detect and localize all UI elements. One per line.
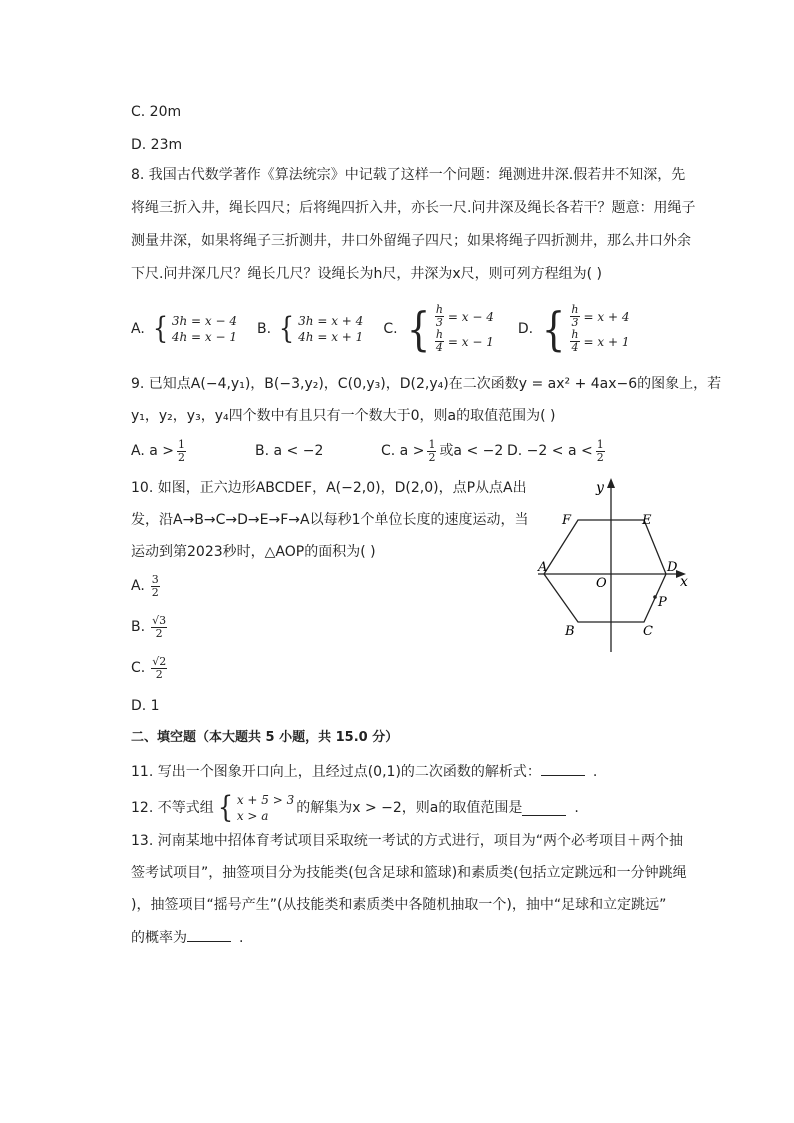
label-o: O xyxy=(596,576,607,591)
question-11: 11. 写出一个图象开口向上，且经过点(0,1)的二次函数的解析式： . xyxy=(131,761,597,782)
q9-option-b: B. a < −2 xyxy=(255,443,324,459)
q9-option-c: C. a > $\frac{1}{2}$ 或a < −2 xyxy=(381,437,504,464)
label-x: x xyxy=(680,574,688,590)
q13-line-3: )，抽签项目“摇号产生”(从技能类和素质类中各随机抽取一个)，抽中“足球和立定跳远” xyxy=(131,897,667,913)
q10-option-c: C. $\frac{√2}{2}$ xyxy=(131,654,167,681)
q8-option-d: D. { $\frac{h}{3}$ = x + 4 $\frac{h}{4}$ = x + 1 xyxy=(517,302,630,356)
q9-option-a: A. a > $\frac{1}{2}$ xyxy=(131,437,185,464)
hexagon-figure xyxy=(530,476,700,656)
q9-line-2: y₁，y₂，y₃，y₄四个数中有且只有一个数大于0，则a的取值范围为( ) xyxy=(131,408,556,424)
label-y: y xyxy=(596,480,604,496)
q8-line-2: 将绳三折入井，绳长四尺；后将绳四折入井，亦长一尺.问井深及绳长各若干？题意：用绳子 xyxy=(131,200,696,216)
q8-line-1: 8. 我国古代数学著作《算法统宗》中记载了这样一个问题：绳测进井深.假若井不知深，先 xyxy=(131,167,686,183)
q7-option-d: D. 23m xyxy=(131,137,183,153)
q11-answer-blank[interactable] xyxy=(541,761,585,776)
q13-line-1: 13. 河南某地中招体育考试项目采取统一考试的方式进行，项目为“两个必考项目＋两个抽 xyxy=(131,833,683,849)
label-d: D xyxy=(667,560,678,575)
q10-line-1: 10. 如图，正六边形ABCDEF，A(−2,0)，D(2,0)，点P从点A出 xyxy=(131,480,527,496)
q13-line-2: 签考试项目”，抽签项目分为技能类(包含足球和篮球)和素质类(包括立定跳远和一分钟跳绳 xyxy=(131,865,687,881)
label-f: F xyxy=(562,513,572,528)
q13-answer-blank[interactable] xyxy=(187,927,231,942)
label-a: A xyxy=(538,560,548,575)
q10-line-2: 发，沿A→B→C→D→E→F→A以每秒1个单位长度的速度运动，当 xyxy=(131,512,529,528)
q10-option-d: D. 1 xyxy=(131,698,160,714)
label-e: E xyxy=(642,513,652,528)
q8-line-3: 测量井深，如果将绳子三折测井，井口外留绳子四尺；如果将绳子四折测井，那么井口外余 xyxy=(131,233,691,249)
q8-option-a: A. { 3h = x − 4 4h = x − 1 xyxy=(131,311,238,346)
q8-line-4: 下尺.问井深几尺？绳长几尺？设绳长为h尺，井深为x尺，则可列方程组为( ) xyxy=(131,266,602,282)
point-p xyxy=(653,595,657,599)
q10-option-b: B. $\frac{√3}{2}$ xyxy=(131,613,167,640)
q12-answer-blank[interactable] xyxy=(522,801,566,816)
q8-option-b: B. { 3h = x + 4 4h = x + 1 xyxy=(257,311,364,346)
section-heading-fill-in: 二、填空题（本大题共 5 小题，共 15.0 分） xyxy=(131,730,399,745)
q10-line-3: 运动到第2023秒时，△AOP的面积为( ) xyxy=(131,544,376,560)
q9-option-d: D. −2 < a < $\frac{1}{2}$ xyxy=(507,437,604,464)
q8-option-c: C. { $\frac{h}{3}$ = x − 4 $\frac{h}{4}$ = x − 1 xyxy=(383,302,494,356)
label-p: P xyxy=(658,595,667,610)
question-12: 12. 不等式组 { x + 5 > 3 x > a 的解集为x > −2，则a的取值范围是 . xyxy=(131,790,579,825)
q9-options xyxy=(131,438,605,464)
hexagon-shape xyxy=(544,520,666,622)
label-c: C xyxy=(643,624,653,639)
q8-options xyxy=(131,298,629,360)
q13-line-4: 的概率为 . xyxy=(131,927,243,948)
q7-option-c: C. 20m xyxy=(131,104,182,120)
label-b: B xyxy=(565,624,575,639)
q10-option-a: A. $\frac{3}{2}$ xyxy=(131,572,159,599)
q9-line-1: 9. 已知点A(−4,y₁)，B(−3,y₂)，C(0,y₃)，D(2,y₄)在二次函数y = ax² + 4ax−6的图象上，若 xyxy=(131,376,722,392)
